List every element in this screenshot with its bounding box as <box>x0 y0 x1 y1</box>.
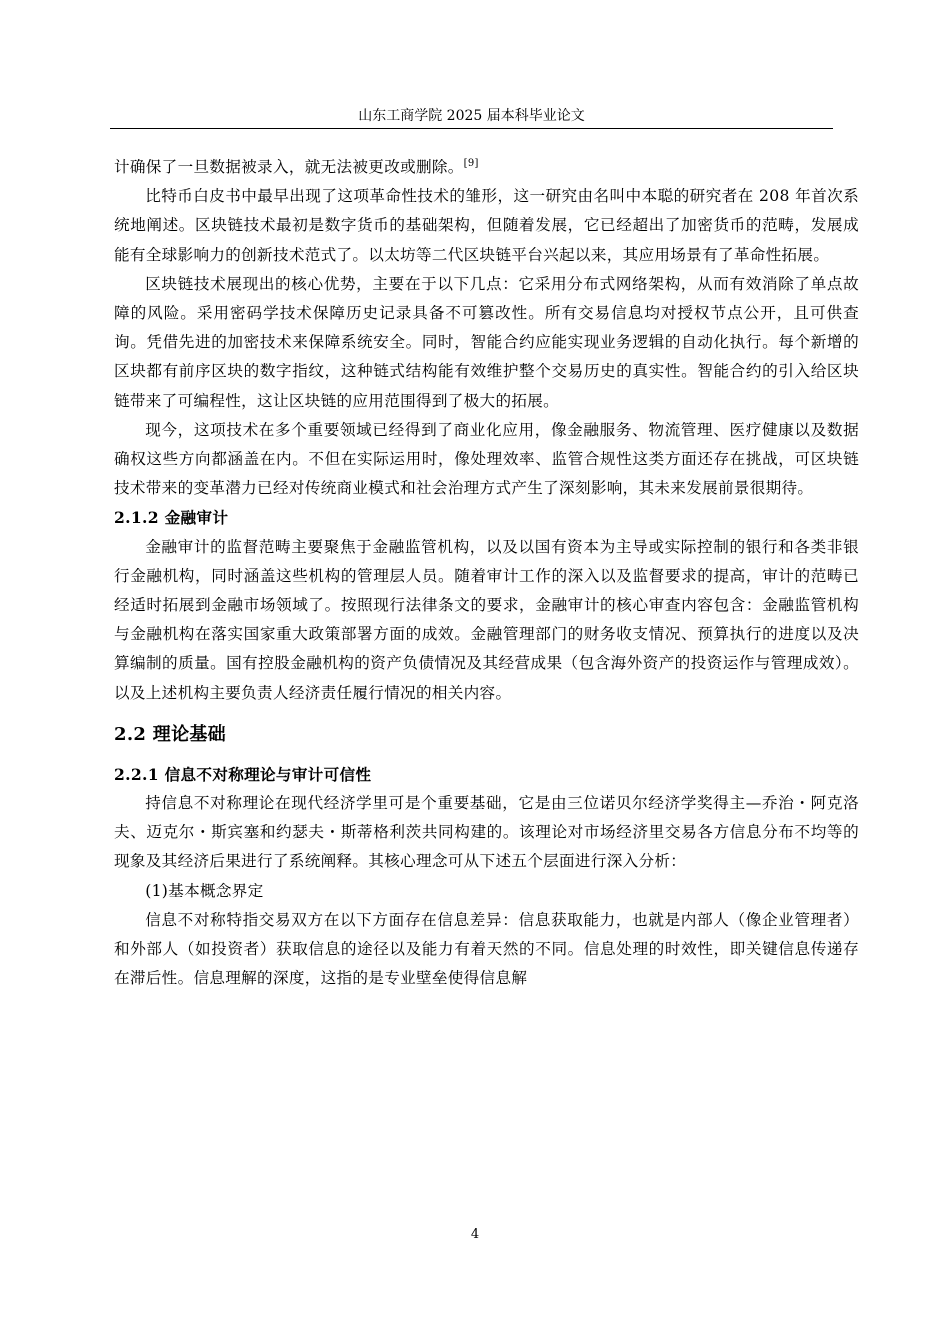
paragraph: 持信息不对称理论在现代经济学里可是个重要基础，它是由三位诺贝尔经济学奖得主—乔治・阿克洛夫、迈克尔・斯宾塞和约瑟夫・斯蒂格利茨共同构建的。该理论对市场经济里交易各方信息分布不均等的现象及其经济后果进行了系统阐释。其核心理念可从下述五个层面进行深入分析： <box>114 794 859 871</box>
paragraph: 比特币白皮书中最早出现了这项革命性技术的雏形，这一研究由名叫中本聪的研究者在 208 年首次系统地阐述。区块链技术最初是数字货币的基础架构，但随着发展，它已经超出了加密货币的范畴，发展成能有全球影响力的创新技术范式了。以太坊等二代区块链平台兴起以来，其应用场景有了革命性拓展。 <box>114 187 859 264</box>
paragraph: 区块链技术展现出的核心优势，主要在于以下几点：它采用分布式网络架构，从而有效消除了单点故障的风险。采用密码学技术保障历史记录具备不可篡改性。所有交易信息均对授权节点公开，且可供查询。凭借先进的加密技术来保障系统安全。同时，智能合约应能实现业务逻辑的自动化执行。每个新增的区块都有前序区块的数字指纹，这种链式结构能有效维护整个交易历史的真实性。智能合约的引入给区块链带来了可编程性，这让区块链的应用范围得到了极大的拓展。 <box>114 274 859 410</box>
list-heading: (1)基本概念界定 <box>145 881 264 900</box>
running-header: 山东工商学院 2025 届本科毕业论文 <box>358 108 585 124</box>
paragraph-text: 计确保了一旦数据被录入，就无法被更改或删除。 <box>114 158 464 176</box>
paragraph <box>114 153 859 182</box>
header-rule <box>110 128 833 129</box>
page-number: 4 <box>470 1227 480 1242</box>
section-heading-2-2-1: 2.2.1 信息不对称理论与审计可信性 <box>114 764 372 784</box>
paragraph: 金融审计的监督范畴主要聚焦于金融监管机构，以及以国有资本为主导或实际控制的银行和各类非银行金融机构，同时涵盖这些机构的管理层人员。随着审计工作的深入以及监督要求的提高，审计的范畴已经适时拓展到金融市场领域了。按照现行法律条文的要求，金融审计的核心审查内容包含：金融监管机构与金融机构在落实国家重大政策部署方面的成效。金融管理部门的财务收支情况、预算执行的进度以及决算编制的质量。国有控股金融机构的资产负债情况及其经营成果（包含海外资产的投资运作与管理成效）。以及上述机构主要负责人经济责任履行情况的相关内容。 <box>114 537 859 702</box>
section-heading-2-1-2: 2.1.2 金融审计 <box>114 508 229 528</box>
paragraph: 信息不对称特指交易双方在以下方面存在信息差异：信息获取能力，也就是内部人（像企业管理者）和外部人（如投资者）获取信息的途径以及能力有着天然的不同。信息处理的时效性，即关键信息传递存在滞后性。信息理解的深度，这指的是专业壁垒使得信息解 <box>114 910 859 988</box>
page-body <box>114 153 859 993</box>
paragraph: 现今，这项技术在多个重要领域已经得到了商业化应用，像金融服务、物流管理、医疗健康以及数据确权这些方向都涵盖在内。不但在实际运用时，像处理效率、监管合规性这类方面还存在挑战，可区块链技术带来的变革潜力已经对传统商业模式和社会治理方式产生了深刻影响，其未来发展前景很期待。 <box>114 420 859 498</box>
section-heading-2-2: 2.2 理论基础 <box>114 723 226 745</box>
citation-ref[interactable]: [9] <box>463 157 479 169</box>
